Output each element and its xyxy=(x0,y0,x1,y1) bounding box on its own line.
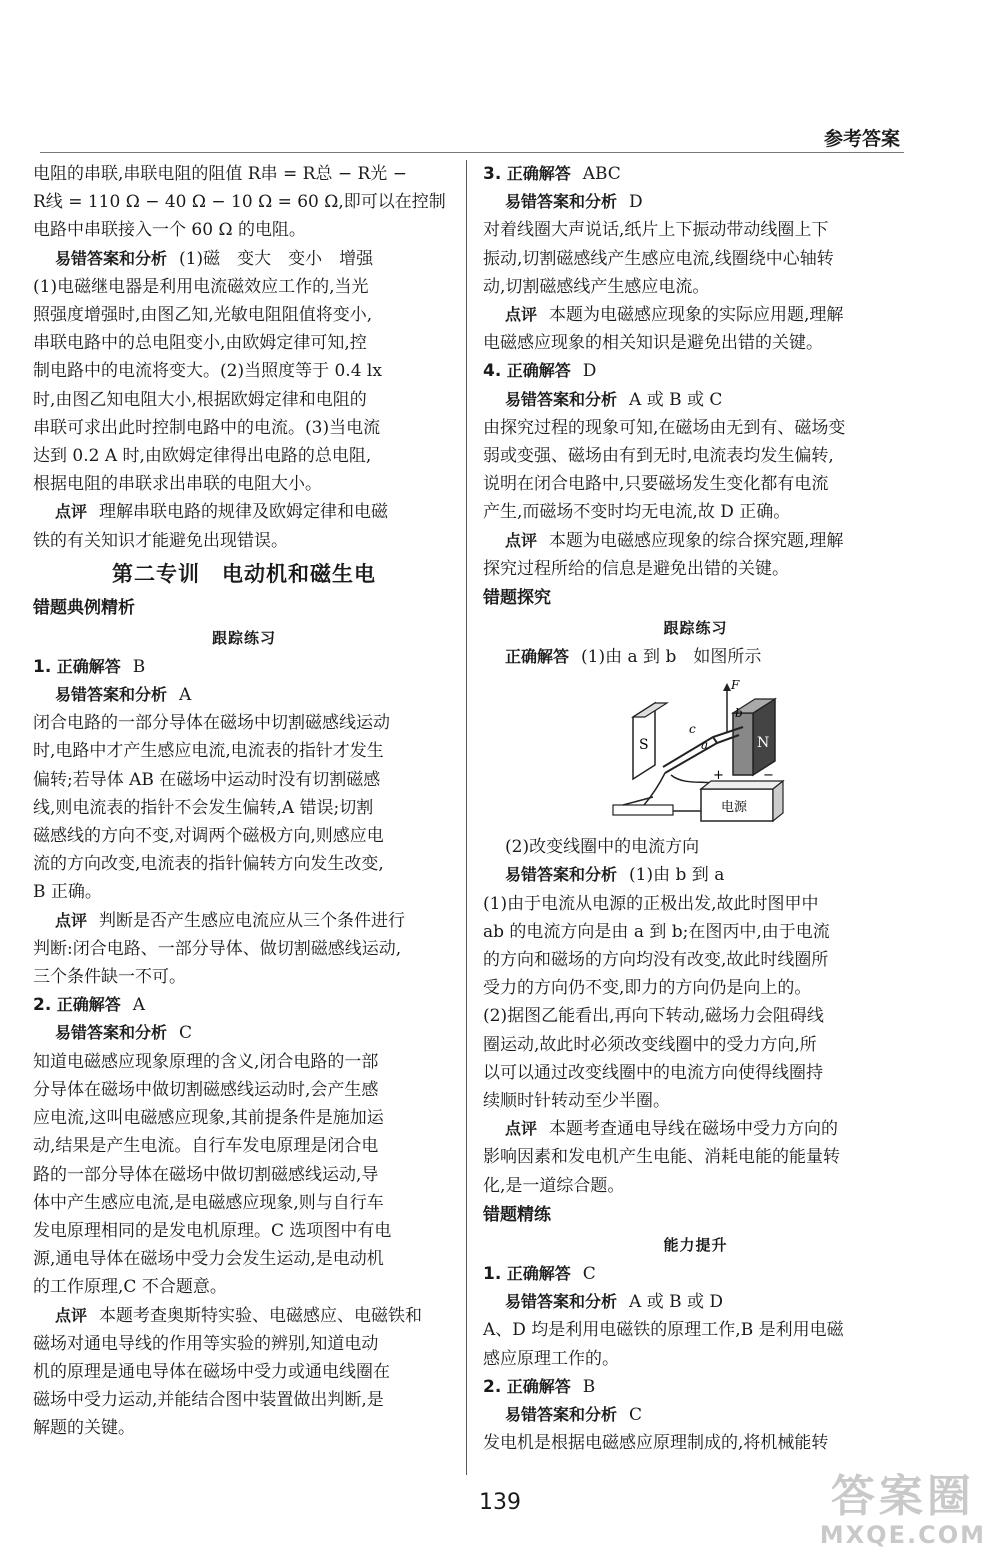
analysis-line: 动,结果是产生电流。自行车发电原理是闭合电 xyxy=(33,1136,379,1157)
answer-label: 正确解答 xyxy=(506,164,571,183)
watermark-line1: 答案圈 xyxy=(830,1471,975,1522)
analysis-line: 应电流,这叫电磁感应现象,其前提条件是施加运 xyxy=(33,1108,384,1129)
label-c: c xyxy=(689,722,696,737)
analysis-line: 串联可求出此时控制电路中的电流。(3)当电流 xyxy=(33,417,381,438)
analysis-line: 路的一部分导体在磁场中做切割磁感线运动,导 xyxy=(33,1164,379,1185)
analysis-line: 知道电磁感应现象原理的含义,闭合电路的一部 xyxy=(33,1051,379,1072)
comment-line: 磁场对通电导线的作用等实验的辨别,知道电动 xyxy=(33,1333,379,1354)
comment-label: 点评 xyxy=(55,502,88,522)
intro-line: R线 = 110 Ω − 40 Ω − 10 Ω = 60 Ω,即可以在控制 xyxy=(33,192,446,213)
q3-answer xyxy=(483,160,908,188)
label-s: S xyxy=(639,737,649,754)
label-b: b xyxy=(735,706,743,721)
comment-text: 理解串联电路的规律及欧姆定律和电磁 xyxy=(99,502,389,523)
wrong-value: (1)由 b 到 a xyxy=(629,865,725,886)
comment-line xyxy=(33,907,455,935)
track-title: 跟踪练习 xyxy=(211,628,276,647)
comment-label: 点评 xyxy=(505,1119,538,1139)
left-column xyxy=(33,160,455,1443)
label-minus: − xyxy=(763,768,774,784)
q3-wrong xyxy=(483,188,908,216)
comment-text: 本题考查奥斯特实验、电磁感应、电磁铁和 xyxy=(99,1305,423,1326)
r2-answer xyxy=(483,1373,908,1401)
answer-value: D xyxy=(582,361,597,382)
analysis-line: 产生,而磁场不变时均无电流,故 D 正确。 xyxy=(483,502,791,523)
explore-part2: (2)改变线圈中的电流方向 xyxy=(505,837,700,858)
analysis-line: 偏转;若导体 AB 在磁场中运动时没有切割磁感 xyxy=(33,769,381,790)
wrong-value: A 或 B 或 D xyxy=(629,1292,724,1313)
wrong-label: 易错答案和分析 xyxy=(505,389,618,409)
q2-answer xyxy=(33,991,455,1019)
analysis-line: 弱或变强、磁场由有到无时,电流表均发生偏转, xyxy=(483,446,834,467)
subsection-title: 错题探究 xyxy=(483,588,551,609)
wrong-value: (1)磁 变大 变小 增强 xyxy=(179,248,374,269)
analysis-line: 振动,切割磁感线产生感应电流,线圈绕中心轴转 xyxy=(483,248,834,269)
header-title: 参考答案 xyxy=(823,128,900,150)
analysis-line: (2)据图乙能看出,再向下转动,磁场力会阻碍线 xyxy=(483,1006,824,1027)
analysis-line: 制电路中的电流将变大。(2)当照度等于 0.4 lx xyxy=(33,361,382,382)
wrong-label: 易错答案和分析 xyxy=(55,248,168,268)
analysis-line: 由探究过程的现象可知,在磁场由无到有、磁场变 xyxy=(483,417,846,438)
analysis-line: 的工作原理,C 不合题意。 xyxy=(33,1277,227,1298)
answer-label: 正确解答 xyxy=(56,995,121,1015)
analysis-line: 圈运动,故此时必须改变线圈中的受力方向,所 xyxy=(483,1034,817,1055)
analysis-line: 分导体在磁场中做切割磁感线运动时,会产生感 xyxy=(33,1079,379,1100)
comment-line xyxy=(33,498,455,526)
comment-line xyxy=(33,1302,455,1330)
analysis-line: (1)由于电流从电源的正极出发,故此时图甲中 xyxy=(483,893,819,914)
subsection-title: 错题精练 xyxy=(483,1204,551,1225)
analysis-line: 发电机是根据电磁感应原理制成的,将机械能转 xyxy=(483,1433,829,1454)
analysis-line: B 正确。 xyxy=(33,882,102,903)
comment-label: 点评 xyxy=(55,1305,88,1325)
question-number: 4. xyxy=(483,361,502,382)
r1-answer xyxy=(483,1260,908,1288)
q1-answer xyxy=(33,653,455,681)
answer-value: ABC xyxy=(582,164,621,184)
comment-line: 磁场中受力运动,并能结合图中装置做出判断,是 xyxy=(33,1390,384,1411)
wrong-label: 易错答案和分析 xyxy=(505,192,618,212)
q4-wrong xyxy=(483,386,908,414)
answer-value: B xyxy=(582,1376,596,1397)
motor-diagram xyxy=(593,677,833,827)
explore-answer xyxy=(483,643,908,671)
comment-line: 三个条件缺一不可。 xyxy=(33,967,186,988)
analysis-line: 达到 0.2 A 时,由欧姆定律得出电路的总电阻, xyxy=(33,446,372,467)
label-a: a xyxy=(701,738,709,753)
comment-line: 机的原理是通电导体在磁场中受力或通电线圈在 xyxy=(33,1361,390,1382)
answer-label: 正确解答 xyxy=(506,1376,571,1396)
r1-wrong xyxy=(483,1288,908,1316)
wrong-value: A 或 B 或 C xyxy=(629,389,723,410)
comment-text: 本题为电磁感应现象的实际应用题,理解 xyxy=(549,305,844,326)
right-column xyxy=(483,160,908,1457)
label-power: 电源 xyxy=(721,800,748,816)
answer-label: 正确解答 xyxy=(56,656,121,676)
analysis-line: 流的方向改变,电流表的指针偏转方向发生改变, xyxy=(33,854,384,875)
wrong-value: C xyxy=(629,1404,643,1425)
section-title: 第二专训 电动机和磁生电 xyxy=(112,561,376,586)
comment-line xyxy=(483,1115,908,1143)
answer-label: 正确解答 xyxy=(506,1263,571,1283)
comment-text: 本题考查通电导线在磁场中受力方向的 xyxy=(549,1119,839,1140)
analysis-line: 照强度增强时,由图乙知,光敏电阻阻值将变小, xyxy=(33,305,373,326)
comment-label: 点评 xyxy=(55,910,88,930)
r2-wrong xyxy=(483,1401,908,1429)
comment-line xyxy=(483,527,908,555)
question-number: 2. xyxy=(483,1376,502,1397)
analysis-line: 时,由图乙知电阻大小,根据欧姆定律和电阻的 xyxy=(33,389,367,410)
analysis-line: 时,电路中才产生感应电流,电流表的指针才发生 xyxy=(33,741,384,762)
comment-text: 判断是否产生感应电流应从三个条件进行 xyxy=(99,910,406,931)
comment-line: 判断:闭合电路、一部分导体、做切割磁感线运动, xyxy=(33,938,402,959)
watermark-logo xyxy=(819,1471,986,1554)
question-number: 1. xyxy=(483,1263,502,1284)
label-n: N xyxy=(757,735,770,752)
q4-answer xyxy=(483,357,908,385)
question-number: 2. xyxy=(33,995,52,1016)
comment-text: 本题为电磁感应现象的综合探究题,理解 xyxy=(549,530,844,551)
analysis-line: 线,则电流表的指针不会发生偏转,A 错误;切割 xyxy=(33,797,374,818)
analysis-line: 对着线圈大声说话,纸片上下振动带动线圈上下 xyxy=(483,220,829,241)
analysis-line: 根据电阻的串联求出串联的电阻大小。 xyxy=(33,474,322,495)
intro-line: 电路中串联接入一个 60 Ω 的电阻。 xyxy=(33,220,306,241)
label-plus: + xyxy=(713,768,724,784)
analysis-line: 串联电路中的总电阻变小,由欧姆定律可知,控 xyxy=(33,333,367,354)
answer-value: B xyxy=(132,656,146,677)
analysis-line: 续顺时针转动至少半圈。 xyxy=(483,1091,670,1112)
analysis-line: 源,通电导体在磁场中受力会发生运动,是电动机 xyxy=(33,1249,384,1270)
track-title: 跟踪练习 xyxy=(663,619,728,638)
comment-label: 点评 xyxy=(505,305,538,325)
comment-line: 铁的有关知识才能避免出现错误。 xyxy=(33,530,288,551)
analysis-line: 体中产生感应电流,是电磁感应现象,则与自行车 xyxy=(33,1192,384,1213)
wrong-label: 易错答案和分析 xyxy=(505,865,618,885)
analysis-line: 的方向和磁场的方向均没有改变,故此时线圈所 xyxy=(483,950,829,971)
analysis-line: 动,切割磁感线产生感应电流。 xyxy=(483,276,710,297)
analysis-line: A、D 均是利用电磁铁的原理工作,B 是利用电磁 xyxy=(483,1320,844,1341)
analysis-line: 磁感线的方向不变,对调两个磁极方向,则感应电 xyxy=(33,826,384,847)
question-number: 1. xyxy=(33,656,52,677)
question-number: 3. xyxy=(483,164,502,184)
analysis-line: 以可以通过改变线圈中的电流方向使得线圈持 xyxy=(483,1062,823,1083)
analysis-line: (1)电磁继电器是利用电流磁效应工作的,当光 xyxy=(33,276,369,297)
wrong-value: D xyxy=(629,192,643,213)
wrong-value: A xyxy=(179,685,192,706)
comment-line: 影响因素和发电机产生电能、消耗电能的能量转 xyxy=(483,1147,840,1168)
answer-value: (1)由 a 到 b 如图所示 xyxy=(581,647,762,668)
answer-label: 正确解答 xyxy=(506,361,571,381)
q1-wrong xyxy=(33,681,455,709)
comment-line: 探究过程所给的信息是避免出错的关键。 xyxy=(483,558,789,579)
p0-wrong xyxy=(33,245,455,273)
analysis-line: 说明在闭合电路中,只要磁场发生变化都有电流 xyxy=(483,474,829,495)
wrong-label: 易错答案和分析 xyxy=(55,685,168,705)
wrong-label: 易错答案和分析 xyxy=(505,1292,618,1312)
comment-label: 点评 xyxy=(505,530,538,550)
analysis-line: 发电原理相同的是发电机原理。C 选项图中有电 xyxy=(33,1220,392,1241)
page-number: 139 xyxy=(479,1490,521,1515)
wrong-value: C xyxy=(179,1023,193,1044)
wrong-label: 易错答案和分析 xyxy=(505,1404,618,1424)
explore-wrong xyxy=(483,861,908,889)
answer-value: A xyxy=(132,995,145,1016)
analysis-line: ab 的电流方向是由 a 到 b;在图丙中,由于电流 xyxy=(483,921,830,942)
intro-line: 电阻的串联,串联电阻的阻值 R串 = R总 − R光 − xyxy=(33,164,407,184)
wrong-label: 易错答案和分析 xyxy=(55,1023,168,1043)
answer-value: C xyxy=(582,1263,596,1284)
comment-line: 电磁感应现象的相关知识是避免出错的关键。 xyxy=(483,333,823,354)
analysis-line: 闭合电路的一部分导体在磁场中切割磁感线运动 xyxy=(33,713,390,734)
analysis-line: 感应原理工作的。 xyxy=(483,1348,619,1369)
q2-wrong xyxy=(33,1019,455,1047)
comment-line: 解题的关键。 xyxy=(33,1418,135,1439)
header-rule xyxy=(40,152,904,153)
motor-figure xyxy=(593,677,833,827)
answer-label: 正确解答 xyxy=(505,647,570,667)
subsection-title: 错题典例精析 xyxy=(33,597,135,618)
comment-line: 化,是一道综合题。 xyxy=(483,1175,625,1196)
comment-line xyxy=(483,301,908,329)
watermark-line2: MXQE.COM xyxy=(819,1521,986,1549)
analysis-line: 受力的方向仍不变,即力的方向仍是向上的。 xyxy=(483,978,812,999)
track-title: 能力提升 xyxy=(663,1235,728,1254)
column-divider xyxy=(466,160,467,1475)
label-f: F xyxy=(731,678,740,693)
